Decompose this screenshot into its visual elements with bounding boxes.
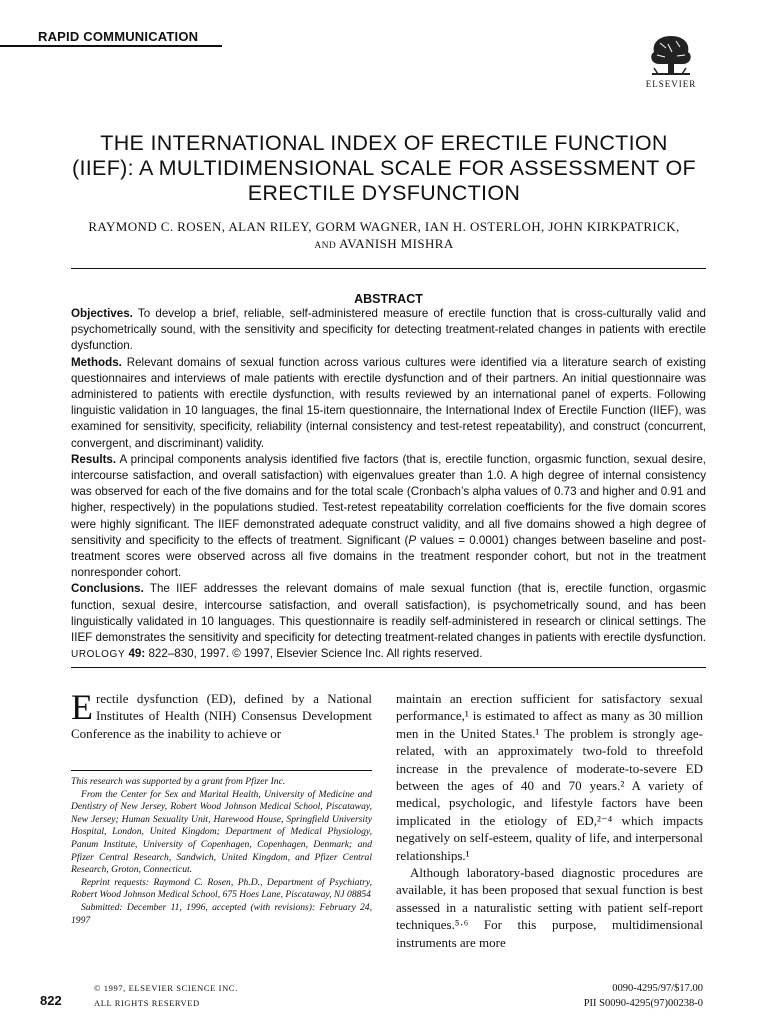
- abstract-methods: [71, 355, 706, 452]
- publisher-name: ELSEVIER: [645, 79, 697, 89]
- body-column-left: [71, 687, 372, 742]
- footnote-submitted: Submitted: December 11, 1996, accepted (with revisions): February 24, 1997: [71, 901, 372, 926]
- footer-identifiers: [520, 981, 703, 1011]
- title-line: THE INTERNATIONAL INDEX OF ERECTILE FUNCTION: [100, 131, 668, 155]
- elsevier-tree-icon: [646, 28, 696, 80]
- conclusions-label: Conclusions.: [71, 582, 144, 596]
- methods-label: Methods.: [71, 355, 122, 369]
- citation-volume: 49:: [128, 647, 146, 661]
- page-number: 822: [40, 993, 62, 1008]
- body-paragraph: maintain an erection sufficient for satisfactory sexual performance,¹ is estimated to affect as many as 30 million men in the United States.¹ The problem is strongly age-related, with an approximately two-fold to threefold increase in the prevalence of moderate-to-severe ED between the ages of 40 and 70 years.² A variety of medical, psychologic, and lifestyle factors have been implicated in the etiology of ED,²⁻⁴ which impacts negatively on self-esteem, quality of life, and interpersonal relationships.¹: [396, 691, 703, 863]
- footnote-rule: [71, 770, 372, 771]
- authors-line: RAYMOND C. ROSEN, ALAN RILEY, GORM WAGNER, IAN H. OSTERLOH, JOHN KIRKPATRICK,: [88, 219, 680, 234]
- conclusions-text: The IIEF addresses the relevant domains of male sexual function (that is, erectile function, orgasmic function, sexual desire, intercourse satisfaction, and overall satisfaction), is psychometrically sound, and has been linguistically validated in 10 languages. This questionnaire is readily self-administered in research or clinical settings. The IIEF demonstrates the sensitivity and specificity for detecting treatment-related changes in patients with erectile dysfunction.: [71, 582, 707, 645]
- footnote-affiliations: From the Center for Sex and Marital Health, University of Medicine and Dentistry of New Jersey, Robert Wood Johnson Medical School, Piscataway, New Jersey; Human Sexuality Unit, Harewood House, Springfield University Hospital, London, United Kingdom; Department of Medical Physiology, Panum Institute, University of Copenhagen, Copenhagen, Denmark; and Pfizer Central Research, Sandwich, United Kingdom, and Pfizer Central Research, Groton, Connecticut.: [71, 788, 372, 876]
- author-name: AVANISH MISHRA: [339, 236, 454, 251]
- title-line: (IIEF): A MULTIDIMENSIONAL SCALE FOR ASSESSMENT OF: [72, 156, 696, 180]
- results-text: values = 0.0001) changes between baseline and post-treatment scores were observed across all five domains in the treatment responder cohort, but not in the treatment nonresponder cohort.: [71, 533, 706, 580]
- methods-text: Relevant domains of sexual function across various cultures were identified via a literature search of existing questionnaires and interviews of male patients with erectile dysfunction and of their partners. An initial questionnaire was administered to patients with erectile dysfunction, with results reviewed by an international panel of experts. Following linguistic validation in 10 languages, the final 15-item questionnaire, the International Index of Erectile Function (IIEF), was examined for sensitivity, specificity, reliability (internal consistency and test-retest repeatability), and construct (concurrent, convergent, and discriminant) validity.: [71, 355, 706, 450]
- objectives-label: Objectives.: [71, 307, 133, 320]
- copyright-line: © 1997, ELSEVIER SCIENCE INC.: [94, 983, 238, 993]
- body-paragraph: [71, 687, 372, 742]
- footnote-reprint: Reprint requests: Raymond C. Rosen, Ph.D., Department of Psychiatry, Robert Wood Johnson Medical School, 675 Hoes Lane, Piscataway, NJ 08854: [71, 876, 372, 901]
- results-p-symbol: P: [408, 533, 417, 547]
- abstract-body: [71, 306, 706, 663]
- abstract-objectives: [71, 306, 706, 355]
- abstract-bottom-rule: [71, 667, 706, 668]
- journal-name: UROLOGY: [71, 649, 126, 661]
- rights-line: ALL RIGHTS RESERVED: [94, 998, 200, 1008]
- authors-line: [40, 235, 728, 255]
- title-line: ERECTILE DYSFUNCTION: [247, 181, 521, 205]
- body-paragraph: Although laboratory-based diagnostic procedures are available, it has been proposed that sexual function is best assessed in a naturalistic setting with patient self-report techniques.⁵·⁶ For this purpose, multidimensional instruments are more: [396, 865, 703, 950]
- abstract-conclusions: [71, 581, 706, 663]
- objectives-text: To develop a brief, reliable, self-administered measure of erectile function that is cross-culturally valid and psychometrically sound, with the sensitivity and specificity for detecting treatment-related changes in patients with erectile dysfunction.: [71, 307, 707, 353]
- publisher-logo: [640, 28, 702, 96]
- drop-cap: E: [71, 687, 93, 727]
- body-column-right: [396, 690, 703, 951]
- abstract-top-rule: [71, 268, 706, 269]
- pii: PII S0090-4295(97)00238-0: [583, 998, 703, 1009]
- section-label: RAPID COMMUNICATION: [38, 29, 199, 44]
- footnote-support: This research was supported by a grant from Pfizer Inc.: [71, 776, 286, 787]
- issn: 0090-4295/97/$17.00: [612, 983, 703, 994]
- abstract-results: [71, 452, 706, 582]
- article-title: [40, 131, 728, 206]
- results-text: A principal components analysis identified five factors (that is, erectile function, orgasmic function, sexual desire, intercourse satisfaction, and overall satisfaction) with eigenvalues greater than 1.0. A high degree of internal consistency was observed for each of the five domains and for the total scale (Cronbach’s alpha values of 0.73 and higher and 0.91 and higher, respectively) in the populations studied. Test-retest repeatability correlation coefficients for the five domain scores were highly significant. The IIEF demonstrated adequate construct validity, and all five domains showed a high degree of sensitivity and specificity to the effects of treatment. Significant (: [71, 452, 706, 547]
- citation-text: 822–830, 1997. © 1997, Elsevier Science Inc. All rights reserved.: [148, 647, 483, 661]
- authors-conjunction: AND: [314, 241, 337, 251]
- results-label: Results.: [71, 452, 117, 466]
- body-text: rectile dysfunction (ED), defined by a National Institutes of Health (NIH) Consensus Development Conference as the inability to achieve or: [71, 691, 372, 741]
- abstract-heading: ABSTRACT: [354, 292, 423, 306]
- footer-copyright: [94, 981, 238, 1011]
- footnote-block: [71, 776, 372, 927]
- header-rule: [0, 45, 222, 47]
- author-list: [40, 218, 728, 255]
